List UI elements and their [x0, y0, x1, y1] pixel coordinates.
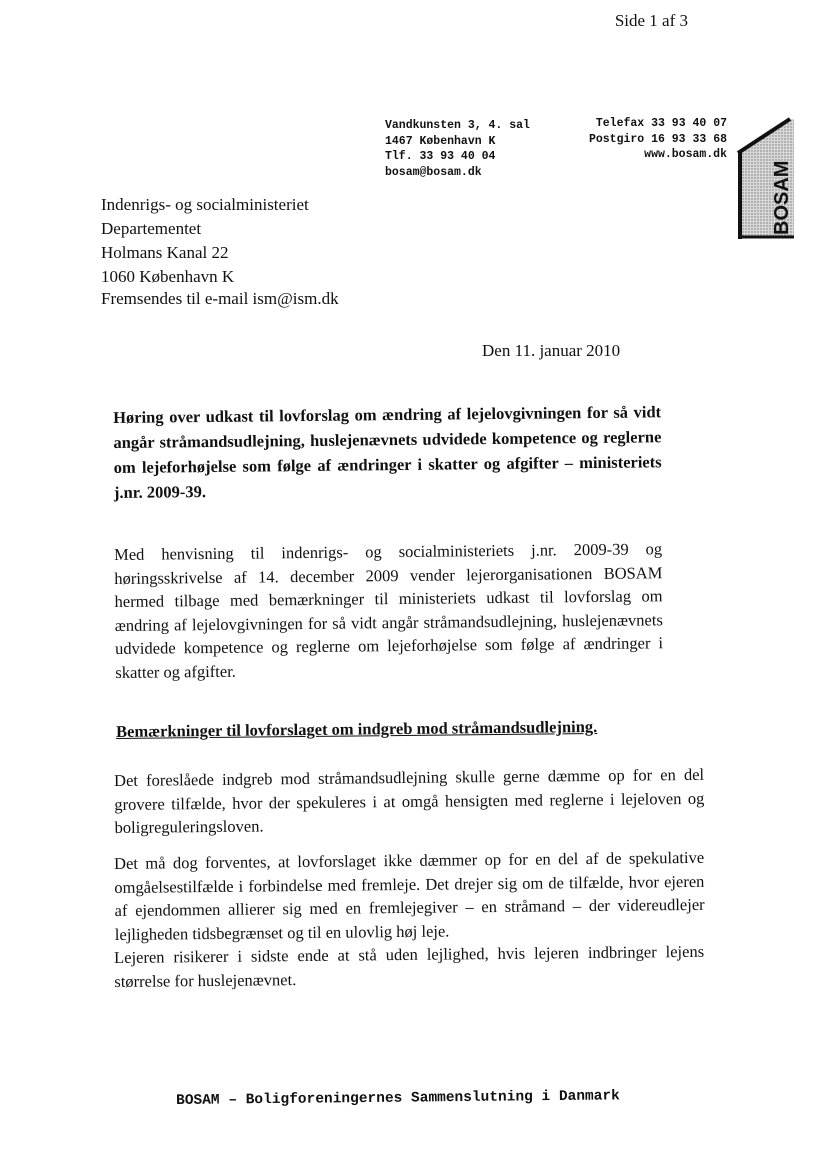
letter-date: Den 11. januar 2010: [482, 341, 621, 360]
intro-paragraph: Med henvisning til indenrigs- og socialministeriets j.nr. 2009-39 og høringsskrivelse af 14. december 2009 vender lejerorganisationen BOSAM hermed tilbage med bemærkninger til ministeriets udkast til lovforslag om ændring af lejelovgivningen for så vidt angår stråmandsudlejning, huslejenævnets udvidede kompetence og reglerne om lejeforhøjelse som følge af ændringer i skatter og afgifter.: [114, 539, 664, 682]
recipient-line: Departementet: [101, 219, 202, 238]
subject-heading: Høring over udkast til lovforslag om ændring af lejelovgivningen for så vidt angår stråmandsudlejning, huslejenævnets udvidede kompetence og reglerne om lejeforhøjelse som følge af ændringer i skatter og afgifter – ministeriets j.nr. 2009-39.: [113, 402, 662, 502]
body-paragraph: Det må dog forventes, at lovforslaget ikke dæmmer op for en del af de spekulative omgåelsestilfælde i forbindelse med fremleje. Det drejer sig om de tilfælde, hvor ejeren af ejendommen allierer sig med en fremlejegiver – en stråmand – der videreudlejer lejligheden tidsbegrænset og til en ulovlig høj leje.: [114, 847, 705, 944]
body-paragraph: Det foreslåede indgreb mod stråmandsudlejning skulle gerne dæmme op for en del grovere tilfælde, hvor der spekuleres i at omgå hensigten med reglerne i lejeloven og boligreguleringsloven.: [114, 764, 705, 837]
sender-address: [385, 118, 530, 180]
logo-text: BOSAM: [771, 160, 793, 235]
email-line: bosam@bosam.dk: [385, 165, 482, 179]
address-line: 1467 København K: [385, 134, 496, 148]
recipient-line: Holmans Kanal 22: [101, 243, 229, 262]
bosam-logo: [736, 117, 794, 243]
website-line: www.bosam.dk: [644, 148, 727, 161]
recipient-line: 1060 København K: [101, 267, 235, 286]
footer-text: BOSAM – Boligforeningernes Sammenslutning i Danmark: [176, 1088, 620, 1109]
body-paragraph: Lejeren risikerer i sidste ende at stå uden lejlighed, hvis lejeren indbringer lejens størrelse for huslejenævnet.: [114, 941, 705, 991]
address-line: Vandkunsten 3, 4. sal: [385, 119, 530, 132]
page-number: Side 1 af 3: [614, 11, 688, 30]
send-note: Fremsendes til e-mail ism@ism.dk: [101, 289, 339, 308]
recipient-address: [101, 193, 309, 289]
phone-line: Tlf. 33 93 40 04: [385, 150, 496, 163]
fax-line: Telefax 33 93 40 07: [595, 117, 727, 130]
sender-telecom: [567, 116, 727, 163]
section-heading: Bemærkninger til lovforslaget om indgreb mod stråmandsudlejning.: [116, 716, 598, 741]
postgiro-line: Postgiro 16 93 33 68: [588, 132, 727, 146]
recipient-line: Indenrigs- og socialministeriet: [101, 195, 309, 214]
